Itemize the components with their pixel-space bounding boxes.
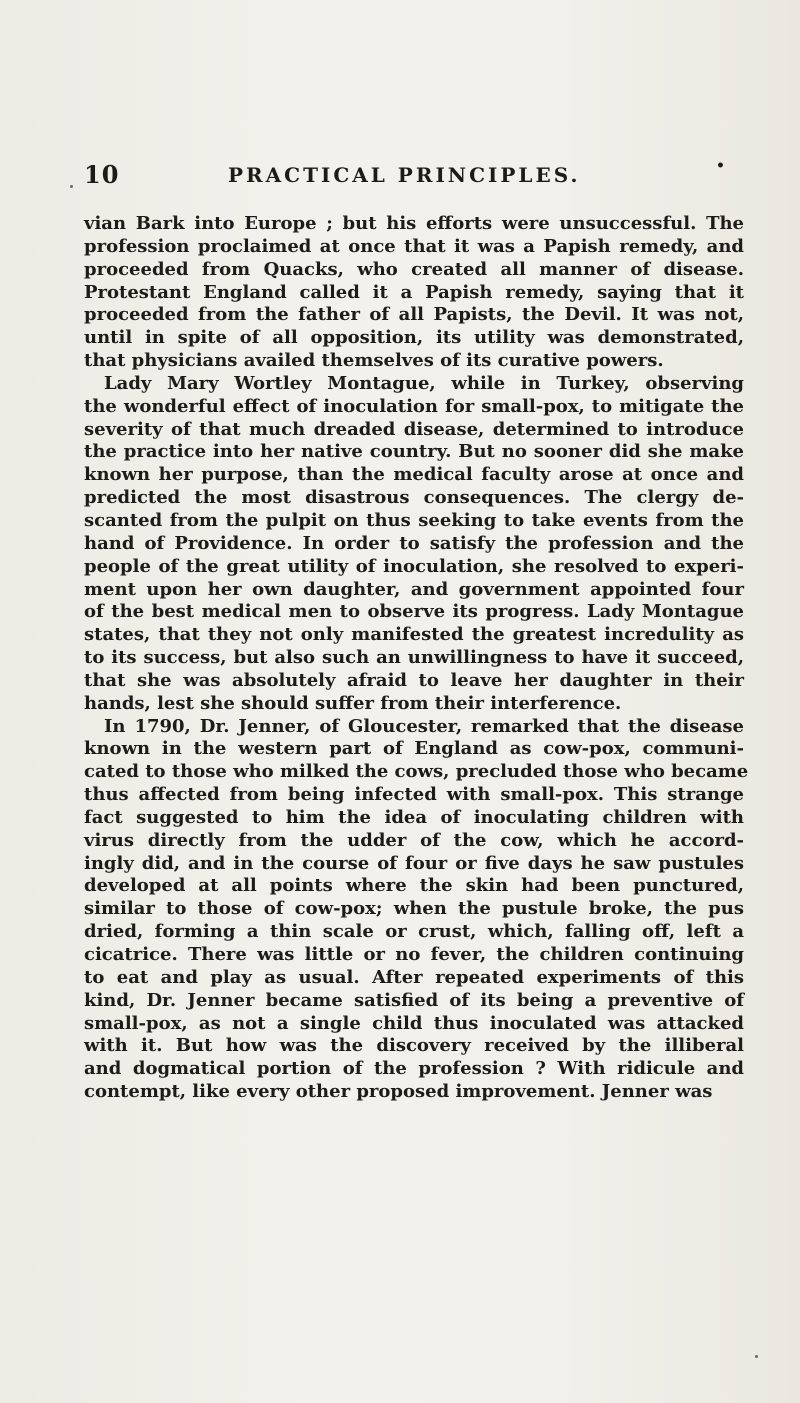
text-line: dried, forming a thin scale or crust, which, falling off, left a (84, 921, 744, 943)
text-line: with it. But how was the discovery received by the illiberal (84, 1035, 744, 1057)
text-line: predicted the most disastrous consequences. The clergy de- (84, 487, 744, 509)
text-line: small-pox, as not a single child thus inoculated was attacked (84, 1012, 744, 1034)
text-line: cated to those who milked the cows, precluded those who became (84, 761, 749, 783)
text-line: severity of that much dreaded disease, determined to introduce (84, 418, 744, 440)
text-line: that physicians availed themselves of its curative powers. (84, 350, 664, 372)
text-line: virus directly from the udder of the cow, which he accord- (84, 829, 744, 851)
page-title: PRACTICAL PRINCIPLES. (228, 163, 581, 187)
text-line: the wonderful effect of inoculation for small-pox, to mitigate the (84, 395, 744, 417)
text-line: ment upon her own daughter, and government appointed four (84, 578, 744, 600)
text-line: fact suggested to him the idea of inoculating children with (84, 806, 744, 828)
text-line: the practice into her native country. But no sooner did she make (84, 441, 744, 463)
text-line: ingly did, and in the course of four or five days he saw pustules (84, 852, 744, 874)
text-line: thus affected from being infected with small-pox. This strange (84, 784, 744, 806)
text-line: hand of Providence. In order to satisfy the profession and the (84, 532, 744, 554)
text-line: Protestant England called it a Papish remedy, saying that it (84, 281, 744, 303)
text-line: cicatrice. There was little or no fever, the children continuing (84, 944, 744, 965)
text-line: vian Bark into Europe ; but his efforts were unsuccessful. The (84, 213, 744, 234)
text-line: hands, lest she should suffer from their interference. (84, 692, 622, 714)
text-line: kind, Dr. Jenner became satisfied of its being a preventive of (84, 989, 744, 1011)
text-line: that she was absolutely afraid to leave her daughter in their (84, 669, 744, 691)
running-head (84, 160, 744, 190)
text-line: states, that they not only manifested the greatest incredulity as (84, 624, 744, 646)
body-text (84, 213, 749, 1104)
paragraph-start: Lady Mary Wortley Montague, while in Turkey, observing (104, 372, 744, 394)
text-line: known her purpose, than the medical faculty arose at once and (84, 464, 744, 486)
text-line: known in the western part of England as cow-pox, communi- (84, 738, 744, 760)
text-line: until in spite of all opposition, its utility was demonstrated, (84, 327, 744, 349)
printer-mark-icon: • (716, 158, 726, 174)
text-line: proceeded from Quacks, who created all manner of disease. (84, 258, 744, 280)
text-line: and dogmatical portion of the profession ? With ridicule and (84, 1058, 744, 1080)
page-number: 10 (84, 160, 120, 189)
text-line: proceeded from the father of all Papists, the Devil. It was not, (84, 304, 744, 326)
text-line: to eat and play as usual. After repeated experiments of this (84, 966, 744, 988)
text-line: developed at all points where the skin had been punctured, (84, 875, 744, 897)
text-line: to its success, but also such an unwillingness to have it succeed, (84, 647, 744, 669)
text-line: similar to those of cow-pox; when the pustule broke, the pus (84, 898, 744, 920)
text-line: of the best medical men to observe its progress. Lady Montague (84, 601, 744, 623)
text-line: scanted from the pulpit on thus seeking to take events from the (84, 509, 744, 531)
paragraph-start: In 1790, Dr. Jenner, of Gloucester, remarked that the disease (104, 715, 744, 737)
text-line: people of the great utility of inoculation, she resolved to experi- (84, 555, 744, 577)
text-line: profession proclaimed at once that it was a Papish remedy, and (84, 235, 744, 257)
paper-speck (70, 185, 73, 188)
text-line: contempt, like every other proposed improvement. Jenner was (84, 1081, 713, 1103)
paper-speck (755, 1355, 758, 1358)
